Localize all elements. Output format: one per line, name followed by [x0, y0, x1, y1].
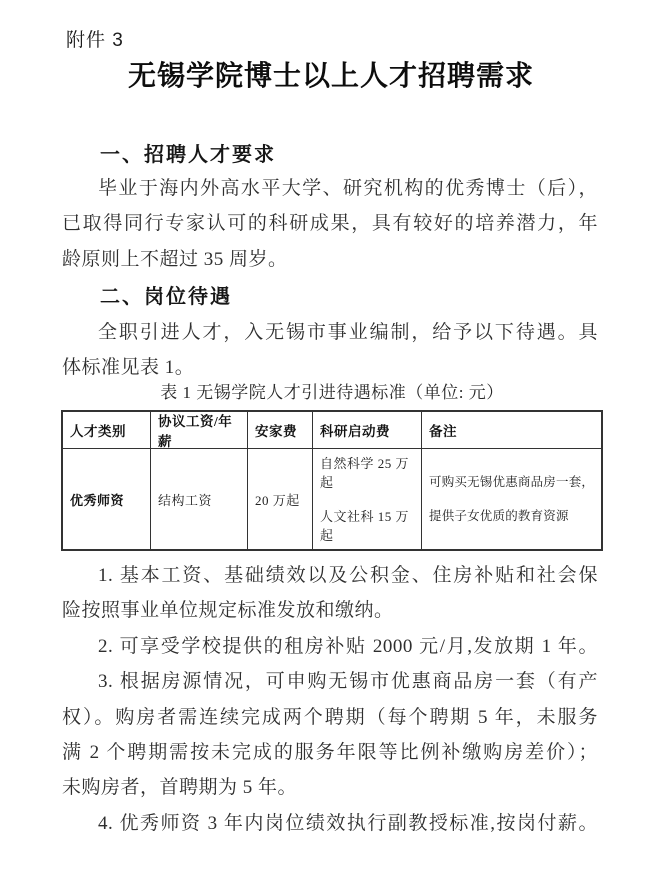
paragraph-line: 已取得同行专家认可的科研成果，具有较好的培养潜力，年 — [62, 213, 598, 235]
paragraph-line: 龄原则上不超过 35 周岁。 — [62, 248, 288, 270]
table-header-research-fund: 科研启动费 — [313, 412, 422, 449]
table-cell-remarks — [422, 449, 601, 549]
note-line: 2. 可享受学校提供的租房补贴 2000 元/月,发放期 1 年。 — [98, 635, 598, 657]
note-line: 满 2 个聘期需按未完成的服务年限等比例补缴购房差价）； — [62, 742, 598, 764]
research-fund-line: 人文社科 15 万起 — [320, 508, 410, 543]
section-heading-requirements: 一、招聘人才要求 — [100, 144, 276, 166]
table-cell-talent-type: 优秀师资 — [63, 449, 151, 549]
table-header-salary: 协议工资/年薪 — [151, 412, 248, 449]
table-header-talent-type: 人才类别 — [63, 412, 151, 449]
salary-table — [61, 410, 603, 551]
table-header-remarks: 备注 — [422, 412, 601, 449]
document-title: 无锡学院博士以上人才招聘需求 — [127, 61, 534, 92]
note-line: 3. 根据房源情况，可申购无锡市优惠商品房一套（有产 — [98, 671, 598, 693]
note-item-3 — [62, 664, 598, 806]
table-cell-research-fund — [313, 449, 422, 549]
remarks-line: 可购买无锡优惠商品房一套， — [429, 474, 595, 489]
table-header-settling-fee: 安家费 — [248, 412, 313, 449]
note-item-1 — [62, 558, 598, 629]
note-item-4 — [62, 806, 598, 841]
remarks-line: 提供子女优质的教育资源 — [429, 508, 569, 523]
note-line: 权）。购房者需连续完成两个聘期（每个聘期 5 年，未服务 — [62, 706, 598, 728]
note-line: 险按照事业单位规定标准发放和缴纳。 — [62, 600, 394, 622]
research-fund-line: 自然科学 25 万起 — [320, 455, 410, 490]
notes-block — [62, 558, 598, 841]
paragraph-requirements — [62, 171, 598, 277]
note-line: 未购房者，首聘期为 5 年。 — [62, 777, 298, 799]
note-item-2 — [62, 629, 598, 664]
paragraph-line: 全职引进人才，入无锡市事业编制，给予以下待遇。具 — [98, 322, 598, 343]
attachment-label: 附件 3 — [66, 30, 124, 51]
table-caption: 表 1 无锡学院人才引进待遇标准（单位: 元） — [160, 383, 504, 402]
paragraph-benefits — [62, 315, 598, 386]
paragraph-line: 毕业于海内外高水平大学、研究机构的优秀博士（后）， — [98, 178, 598, 199]
note-line: 1. 基本工资、基础绩效以及公积金、住房补贴和社会保 — [98, 565, 598, 586]
note-line: 4. 优秀师资 3 年内岗位绩效执行副教授标准,按岗付薪。 — [98, 812, 598, 834]
table-cell-settling-fee: 20 万起 — [248, 449, 313, 549]
paragraph-line: 体标准见表 1。 — [62, 357, 195, 379]
table-cell-salary: 结构工资 — [151, 449, 248, 549]
section-heading-benefits: 二、岗位待遇 — [100, 286, 232, 308]
